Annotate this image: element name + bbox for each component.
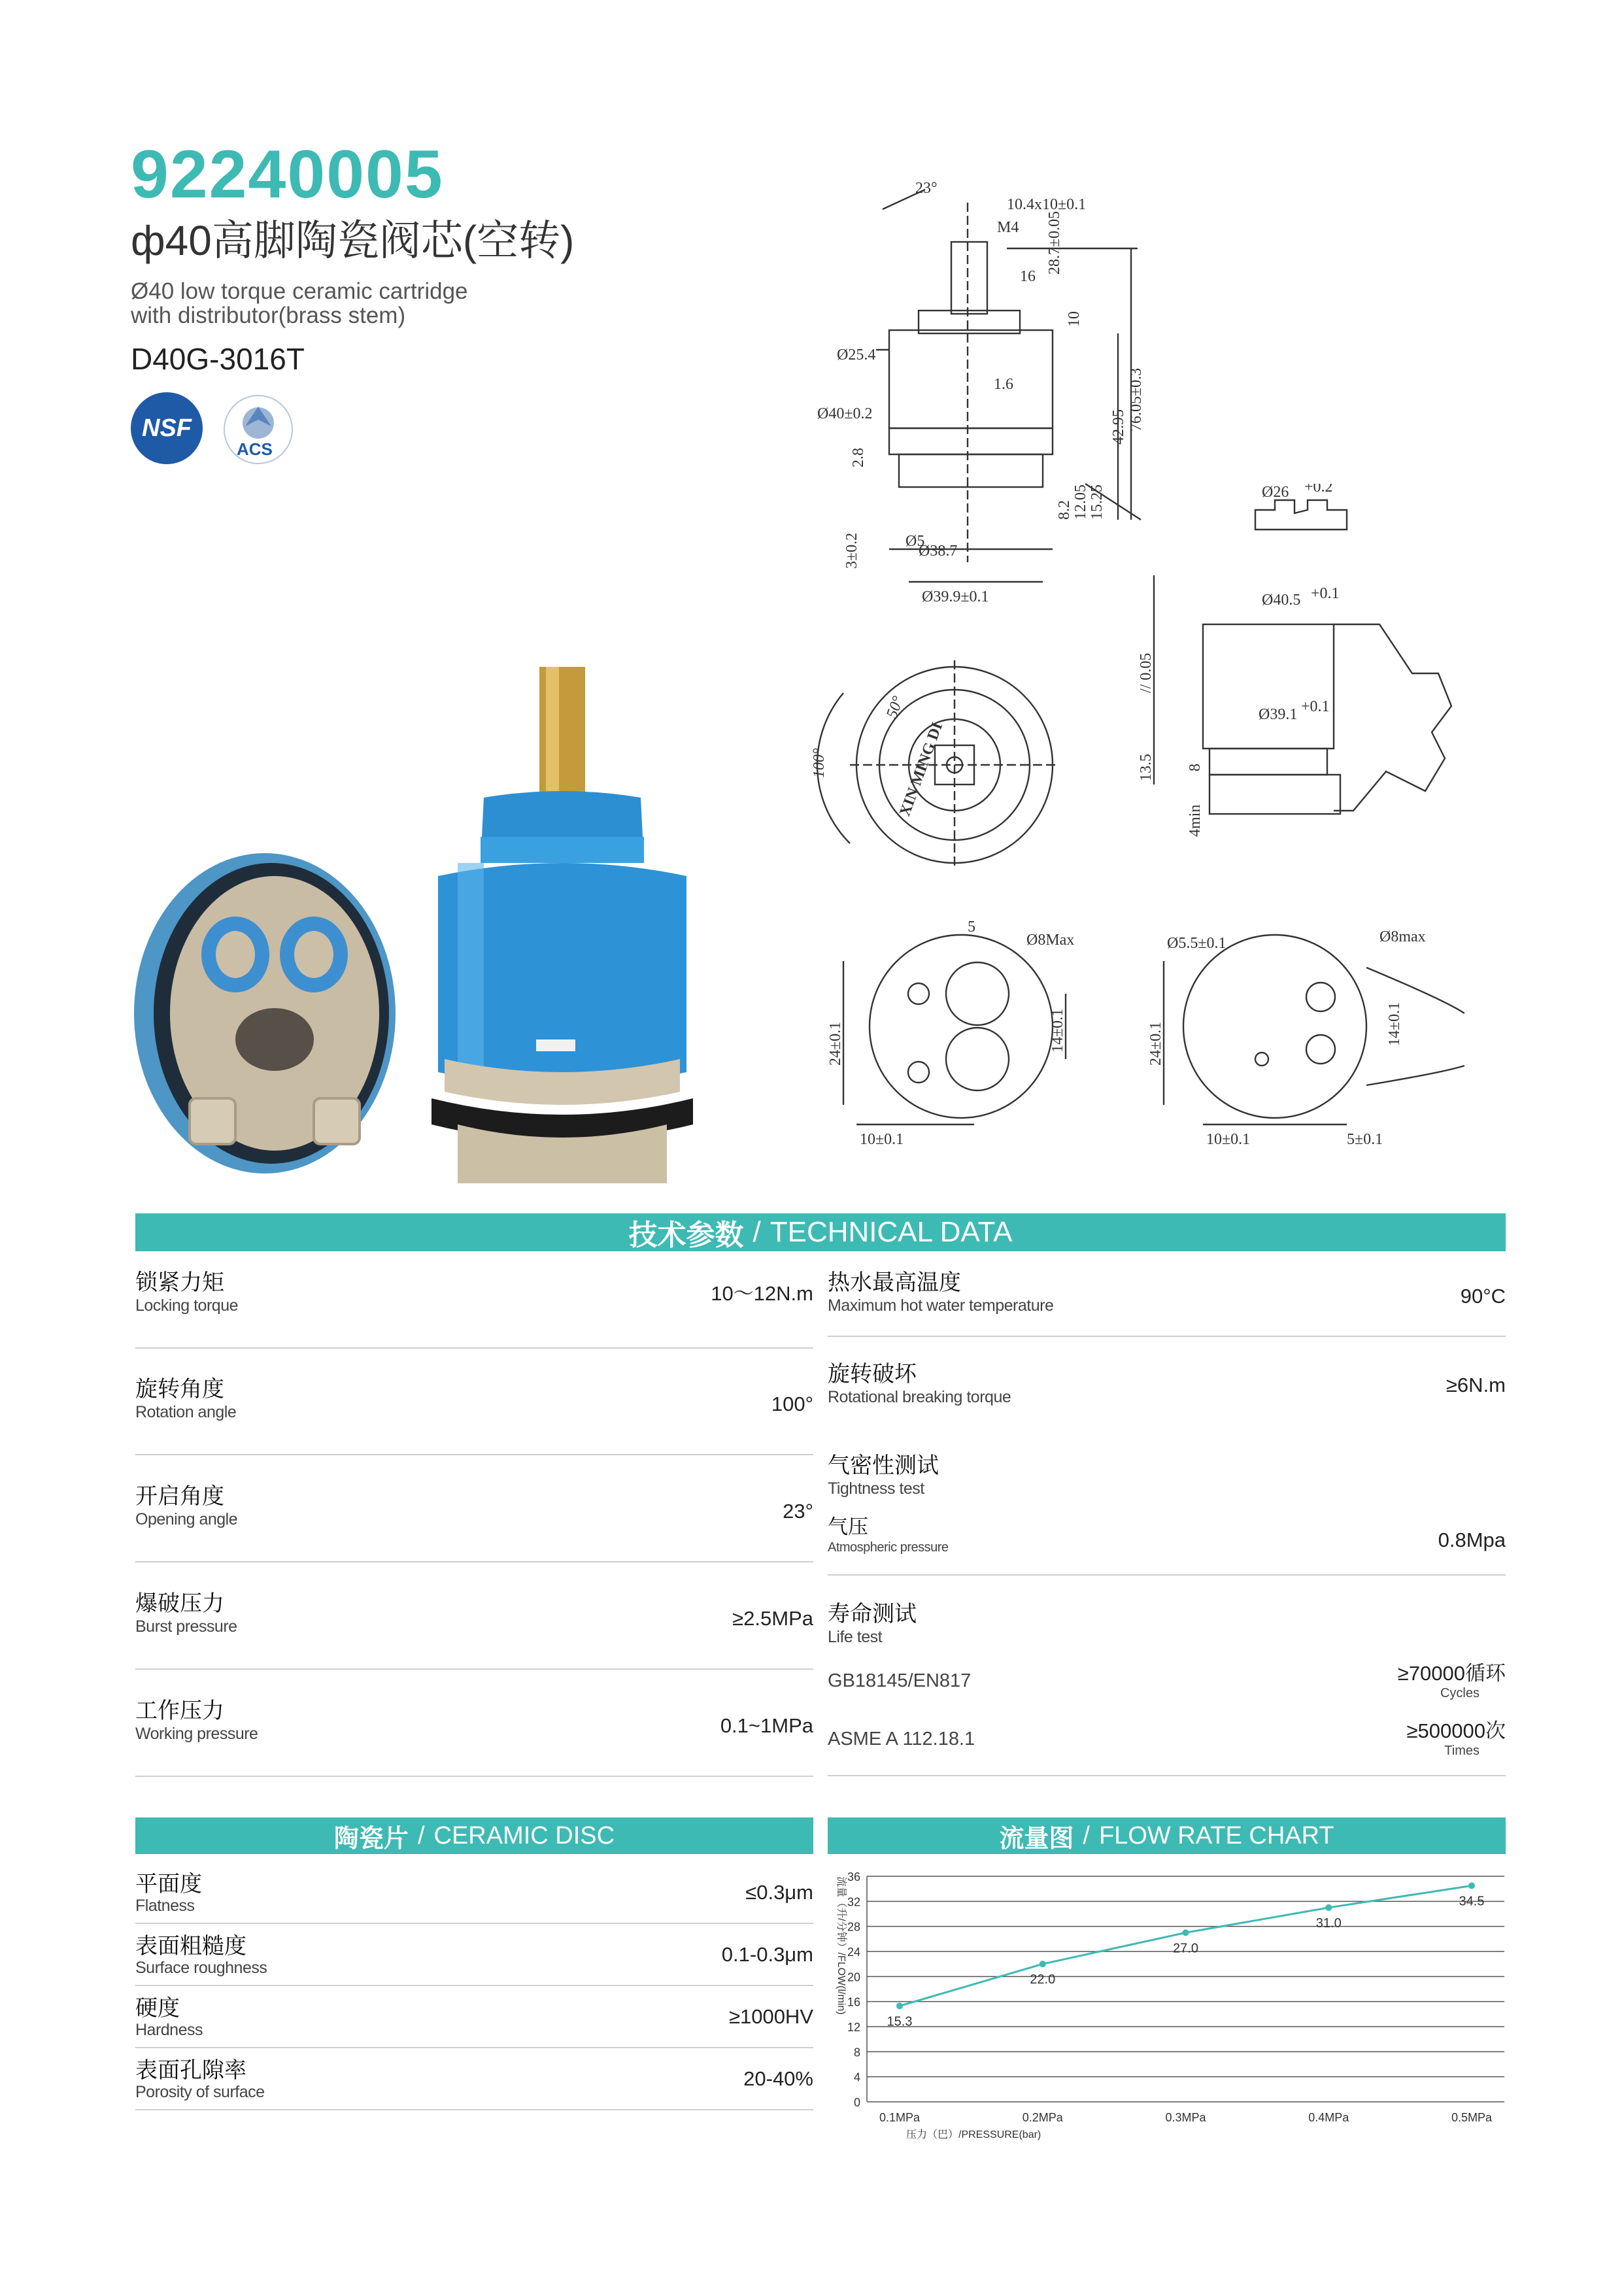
row-label-en: Porosity of surface: [135, 2083, 265, 2101]
life-value-1: ≥70000循环: [1397, 1662, 1506, 1685]
row-label-en: Working pressure: [135, 1725, 258, 1743]
row-label-cn: 气密性测试: [828, 1453, 939, 1478]
ceramic-row: [135, 2059, 813, 2110]
row-label-en: Rotation angle: [135, 1403, 237, 1421]
row-value: 100°: [771, 1393, 813, 1415]
br-w5: 5±0.1: [1347, 1131, 1383, 1148]
seat-h8: 8: [1187, 764, 1204, 771]
row-label-cn: 硬度: [135, 1996, 180, 2021]
tech-row-torque: [828, 1363, 1506, 1425]
dim-8-2: 8.2: [1056, 500, 1073, 520]
row-value: 0.1~1MPa: [720, 1714, 813, 1737]
row-label-en: Locking torque: [135, 1296, 239, 1315]
model-number: D40G-3016T: [131, 342, 305, 376]
dim-15-25: 15.25: [1089, 484, 1106, 520]
br-h14: 14±0.1: [1386, 1002, 1403, 1046]
row-value: 20-40%: [743, 2067, 813, 2090]
row-value: ≥2.5MPa: [732, 1607, 813, 1630]
row-label-cn: 旋转角度: [135, 1377, 224, 1402]
row-label-en: Life test: [828, 1628, 883, 1646]
flow-title-cn: 流量图: [999, 1825, 1074, 1853]
dim-m4: M4: [997, 219, 1019, 236]
tech-row-hot: [828, 1272, 1506, 1337]
life-value-2: ≥500000次: [1406, 1719, 1506, 1742]
dim-stem: 10.4x10±0.1: [1007, 196, 1087, 213]
dim-39-9: Ø39.9±0.1: [922, 588, 989, 605]
row-label-cn: 平面度: [135, 1872, 202, 1897]
tech-row: [135, 1700, 813, 1777]
x-tick-label: 0.4MPa: [1308, 2111, 1349, 2124]
x-tick-label: 0.1MPa: [879, 2111, 921, 2124]
row-label-en: Rotational breaking torque: [828, 1388, 1011, 1406]
dim-28-7: 28.7±0.05: [1046, 211, 1063, 275]
dim-12-05: 12.05: [1072, 484, 1089, 520]
flow-chart-header: 流量图 / FLOW RATE CHART: [828, 1817, 1506, 1854]
br-w10: 10±0.1: [1206, 1131, 1251, 1148]
br-h24: 24±0.1: [1147, 1021, 1164, 1066]
flow-rate-chart: [828, 1870, 1506, 2144]
y-tick-label: 36: [847, 1870, 860, 1883]
seat-parallel: // 0.05: [1138, 652, 1155, 693]
y-tick-label: 12: [847, 2021, 860, 2034]
acs-logo: [216, 387, 301, 472]
life-unit-1: Cycles: [1440, 1686, 1480, 1700]
nsf-logo-text: NSF: [142, 414, 192, 442]
y-axis-label: 流量（升/分钟）/FLOW(l/min): [836, 1876, 847, 2015]
br-hole: Ø8max: [1379, 928, 1426, 945]
tech-row: [135, 1378, 813, 1455]
technical-data-header: 技术参数 / TECHNICAL DATA: [135, 1213, 1506, 1251]
row-label-cn: 工作压力: [135, 1698, 224, 1723]
cartridge-side-photo: [418, 667, 706, 1190]
bl-hole: Ø8Max: [1026, 932, 1075, 949]
row-label-cn: 寿命测试: [828, 1602, 917, 1627]
br-d5-5: Ø5.5±0.1: [1167, 935, 1226, 952]
row-value: 90°C: [1460, 1285, 1506, 1308]
row-value: 0.8Mpa: [1438, 1528, 1506, 1551]
product-title-cn: ф40高脚陶瓷阀芯(空转): [131, 217, 575, 264]
data-label: 22.0: [1030, 1972, 1056, 1987]
data-point: [1183, 1929, 1189, 1936]
tech-title-cn: 技术参数: [628, 1219, 744, 1251]
bl-w5: 5: [968, 919, 975, 936]
row-label-en: Burst pressure: [135, 1617, 237, 1636]
row-value: 10～12N.m: [711, 1282, 813, 1305]
bottom-left-drawing: [817, 915, 1105, 1151]
ceramic-title-en: CERAMIC DISC: [433, 1821, 615, 1849]
dim-3: 3±0.2: [843, 532, 860, 569]
tech-row-tightness: [828, 1455, 1506, 1576]
row-value: 23°: [783, 1500, 813, 1523]
ceramic-disc-header: 陶瓷片 / CERAMIC DISC: [135, 1817, 813, 1854]
y-tick-label: 20: [847, 1970, 860, 1984]
row-label-cn: 热水最高温度: [828, 1270, 961, 1295]
row-label-en: Tightness test: [828, 1479, 924, 1498]
title-en-line2: with distributor(brass stem): [131, 302, 406, 328]
tech-title-en: TECHNICAL DATA: [770, 1216, 1013, 1248]
life-standard-2: ASME A 112.18.1: [828, 1729, 975, 1749]
ceramic-row: [135, 1997, 813, 2048]
data-label: 27.0: [1173, 1941, 1198, 1956]
acs-logo-text: ACS: [237, 439, 273, 459]
row-sublabel-en: Atmospheric pressure: [828, 1540, 949, 1555]
data-point: [1325, 1904, 1332, 1911]
row-sublabel-cn: 气压: [828, 1515, 868, 1538]
flow-chart-svg: [828, 1870, 1506, 2144]
row-label-cn: 表面粗糙度: [135, 1934, 246, 1959]
bl-h24: 24±0.1: [827, 1021, 844, 1066]
dim-16: 16: [1020, 268, 1036, 285]
life-standard-1: GB18145/EN817: [828, 1670, 972, 1691]
x-axis-label: 压力（巴）/PRESSURE(bar): [906, 2129, 1041, 2140]
data-point: [1468, 1882, 1475, 1889]
bottom-right-drawing: [1138, 915, 1464, 1151]
top-view-drawing: [804, 647, 1079, 883]
row-label-cn: 开启角度: [135, 1484, 224, 1509]
tech-row: [135, 1272, 813, 1349]
bl-h14: 14±0.1: [1049, 1008, 1066, 1053]
round-50deg: 50°: [883, 694, 907, 721]
row-label-cn: 旋转破坏: [828, 1362, 917, 1387]
product-title-en: [131, 280, 549, 328]
data-label: 34.5: [1459, 1894, 1485, 1909]
row-label-en: Surface roughness: [135, 1959, 267, 1977]
cartridge-bottom-photo: [131, 837, 405, 1177]
ceramic-title-cn: 陶瓷片: [333, 1825, 409, 1853]
seat-tol3: +0.1: [1311, 585, 1340, 602]
seat-d39-1: Ø39.1: [1259, 706, 1298, 723]
row-value: ≥1000HV: [728, 2005, 813, 2028]
dim-1-6: 1.6: [994, 376, 1013, 393]
data-point: [896, 2002, 903, 2009]
round-brand: XIN MING DI: [896, 720, 947, 819]
tech-row: [135, 1593, 813, 1670]
y-tick-label: 28: [847, 1920, 860, 1934]
seat-h4min: 4min: [1187, 804, 1204, 837]
row-label-cn: 表面孔隙率: [135, 2058, 246, 2083]
row-label-en: Maximum hot water temperature: [828, 1296, 1054, 1315]
row-label-cn: 爆破压力: [135, 1591, 224, 1616]
product-code: 92240005: [131, 137, 444, 212]
y-tick-label: 8: [853, 2046, 860, 2059]
dim-42-95: 42.95: [1110, 409, 1127, 445]
seat-d40-5: Ø40.5: [1262, 592, 1301, 609]
row-value: ≤0.3μm: [745, 1881, 813, 1904]
bl-w10: 10±0.1: [860, 1131, 904, 1148]
data-label: 15.3: [887, 2014, 913, 2029]
row-value: 0.1-0.3μm: [721, 1943, 813, 1966]
data-point: [1040, 1961, 1046, 1967]
data-label: 31.0: [1315, 1916, 1342, 1931]
x-tick-label: 0.5MPa: [1451, 2111, 1493, 2124]
flow-title-en: FLOW RATE CHART: [1098, 1821, 1334, 1849]
dim-38-7: Ø38.7: [919, 543, 958, 560]
row-label-en: Opening angle: [135, 1510, 238, 1528]
life-unit-2: Times: [1444, 1744, 1480, 1758]
row-label-en: Flatness: [135, 1897, 195, 1915]
dim-angle: 23°: [915, 180, 938, 197]
y-tick-label: 24: [847, 1946, 860, 1959]
dim-10: 10: [1066, 311, 1083, 327]
nsf-logo: [131, 392, 203, 464]
seat-tol5: +0.1: [1301, 698, 1330, 715]
dim-2-8: 2.8: [850, 448, 867, 467]
seat-section-drawing: [1138, 484, 1478, 876]
round-100deg: 100°: [811, 748, 828, 778]
title-en-line1: Ø40 low torque ceramic cartridge: [131, 279, 468, 304]
y-tick-label: 4: [853, 2070, 860, 2084]
ceramic-row: [135, 1935, 813, 1986]
y-tick-label: 0: [853, 2096, 860, 2109]
dim-25: Ø25.4: [837, 346, 876, 363]
x-tick-label: 0.2MPa: [1022, 2111, 1063, 2124]
y-tick-label: 16: [847, 1995, 860, 2009]
x-tick-label: 0.3MPa: [1165, 2111, 1206, 2124]
ceramic-row: [135, 1873, 813, 1924]
y-tick-label: 32: [847, 1895, 860, 1909]
seat-d26: Ø26: [1262, 484, 1289, 501]
tech-row-life: [828, 1603, 1506, 1776]
tech-row: [135, 1485, 813, 1562]
dim-d5: Ø5: [905, 533, 925, 550]
side-view-drawing: [811, 163, 1151, 608]
seat-h13-5: 13.5: [1138, 754, 1155, 781]
row-label-cn: 锁紧力矩: [135, 1270, 224, 1295]
dim-40: Ø40±0.2: [817, 405, 873, 422]
dim-76: 76.05±0.3: [1128, 367, 1145, 431]
row-label-en: Hardness: [135, 2021, 203, 2039]
seat-tol1: +0.2: [1304, 484, 1333, 496]
row-value: ≥6N.m: [1446, 1374, 1506, 1396]
